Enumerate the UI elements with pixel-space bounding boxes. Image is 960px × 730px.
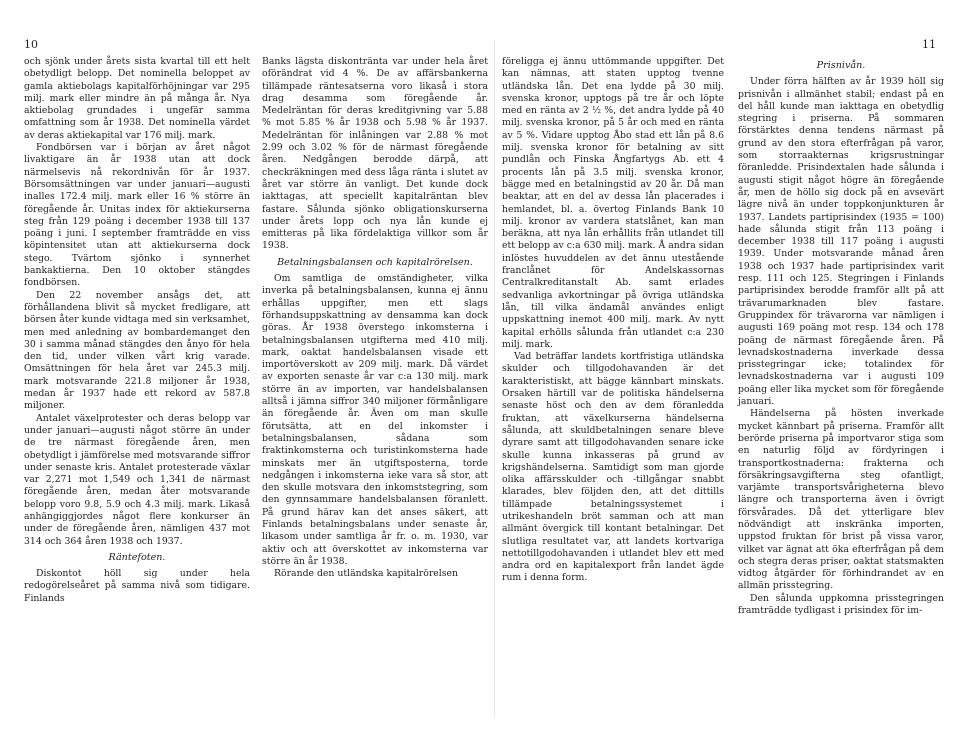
paragraph: Om samtliga de omständigheter, vilka inverka på betalningsbalansen, kunna ej ännu erhållas uppgifter, men ett slags förhandsuppskattning av densamma kan dock göras. År 1938 överstego inkomsterna i betalningsbalansen utgifterna med 410 milj. mark, oaktat handelsbalansen visade ett importöverskott av 209 milj. mark. Då värdet av exporten senaste år var c:a 130 milj. mark större än av importen, var handelsbalansen alltså i jämna siffror 340 miljoner förmånligare än föregående år. Även om man skulle förutsätta, att en del inkomster i betalningsbalansen, sådana som fraktinkomsterna och turistinkomsterna hade minskats mer än utgiftsposterna, torde nedgången i inkomsterna ieke vara så stor, att den skulle motsvara den inkomststegring, som den gynnsammare handelsbalansen föranlett. På grund härav kan det anses säkert, att Finlands betalningsbalans under senaste år, likasom under samtliga år fr. o. m. 1930, var aktiv och att överskottet av inkomsterna var större än år 1938. bbox=[262, 273, 488, 567]
left-page-column-1 bbox=[24, 56, 250, 605]
right-page-column-2 bbox=[738, 56, 944, 617]
section-heading: Prisnivån. bbox=[816, 60, 866, 71]
page-number-left: 10 bbox=[24, 38, 38, 51]
paragraph: Den sålunda uppkomna prisstegringen framträdde tydligast i prisindex för im- bbox=[738, 592, 944, 617]
page-number-right: 11 bbox=[922, 38, 936, 51]
paragraph: Under förra hälften av år 1939 höll sig prisnivån i allmänhet stabil; endast på en del håll kunde man iakttaga en obetydlig stegring i priserna. På sommaren förstärktes denna tendens närmast på grund av den stora efterfrågan på varor, som storraakternas krigsrustningar föranledde. Prisindextalen hade sålunda i augusti stigit något högre än föregående år, men de höllo sig dock på en avsevärt lägre nivå än under toppkonjunkturen år 1937. Landets partiprisindex (1935 = 100) hade sålunda stigit från 113 poäng i december 1938 till 117 poäng i augusti 1939. Under motsvarande månad åren 1938 och 1937 hade partiprisindex varit resp. 111 och 125. Stegringen i Finlands partiprisindex berodde framför allt på att trävarumarknaden blev fastare. Gruppindex för trävarorna var nämligen i augusti 169 poäng mot resp. 134 och 178 poäng de närmast föregående åren. På levnadskostnaderna inverkade dessa prisstegringar icke; totalindex för levnadskostnaderna var i augusti 109 poäng eller lika mycket som för föregående januari. bbox=[738, 76, 944, 408]
paragraph: och sjönk under årets sista kvartal till ett helt obetydligt belopp. Det nominella beloppet av gamla aktiebolags kapitalförhöjningar var 295 milj. mark eller mindre än på många år. Nya aktiebolag grundades i ungefär samma omfattning som år 1938. Det nominella värdet av deras aktiekapital var 176 milj. mark. bbox=[24, 56, 250, 141]
paragraph: Fondbörsen var i början av året något livaktigare än år 1938 utan att dock närmelsevis nå rekordnivån för år 1937. Börsomsättningen var under januari—augusti inalles 172.4 milj. mark eller 16 % större än föregående år. Unitas index för aktiekurserna steg från 129 poäng i december 1938 till 137 poäng i juni. I september framträdde en viss köpintensitet utan att aktiekurserna dock stego. Tvärtom sjönko i synnerhet bankaktierna. Den 10 oktober stängdes fondbörsen. bbox=[24, 142, 250, 289]
paragraph: Vad beträffar landets kortfristiga utländska skulder och tillgodohavanden är det karakteristiskt, att bägge kännbart minskats. Orsaken härtill var de politiska händelserna senaste höst och den av dem föranledda fruktan, att växelkurserna händelserna sålunda, att skuldbetalningen senare bleve dyrare samt att tillgodohavanden senare icke skulle kunna inkasseras på grund av krigshändelserna. Samtidigt som man gjorde olika affärsskulder och -tillgångar snabbt klarades, blev följden den, att det dittills tillämpade betalningssystemet i utrikeshandeln bröt samman och att man allmänt övergick till kontant betalningar. Det slutliga resultatet var, att landets kortvariga nettotillgodohavanden i utlandet blev ett med andra ord en kapitalexport från landet ägde rum i denna form. bbox=[502, 351, 724, 584]
paragraph: Antalet växelprotester och deras belopp var under januari—augusti något större än under de tre närmast föregående åren, men obetydligt i jämförelse med motsvarande siffror under senaste kris. Antalet protesterade växlar var 2,271 mot 1,549 och 1,341 de närmast föregående åren, medan åter motsvarande belopp voro 9.8, 5.9 och 4.3 milj. mark. Likaså anhängiggjordes något flere konkurser än under de föregående åren, nämligen 437 mot 314 och 364 åren 1938 och 1937. bbox=[24, 412, 250, 547]
paragraph: Rörande den utländska kapitalrörelsen bbox=[274, 568, 459, 580]
paragraph: Banks lägsta diskontränta var under hela året oförändrat vid 4 %. De av affärsbankerna tillämpade räntesatserna voro likaså i stora drag desamma som föregående år. Medelräntan för deras kreditgivning var 5.88 % mot 5.85 % år 1938 och 5.98 % år 1937. Medelräntan för inlåningen var 2.88 % mot 2.99 och 3.02 % för de närmast föregående åren. Nedgången berodde därpå, att checkräkningen med dess låga ränta i slutet av året var större än vanligt. Det kunde dock iakttagas, att speciellt kapitalräntan blev fastare. Sålunda sjönko obligationskurserna under årets lopp och nya lån kunde ej emitteras på lika fördelaktiga villkor som år 1938. bbox=[262, 56, 488, 252]
paragraph: Händelserna på hösten inverkade mycket kännbart på priserna. Framför allt berörde priserna på importvaror stiga som en naturlig följd av fördyringen i transportkostnaderna: frakterna och försäkringsavgifterna steg ofantligt, varjämte transportsvårigheterna blevo längre och transporterna även i övrigt försvårades. Då det ytterligare blev nödvändigt att inskränka importen, uppstod fruktan för brist på vissa varor, vilket var ägnat att öka efterfrågan på dem och stegra deras priser, oaktat statsmakten vidtog åtgärder för förhindrandet av en allmän prisstegring. bbox=[738, 408, 944, 592]
paragraph: Den 22 november ansågs det, att förhållandena blivit så mycket fredligare, att börsen åter kunde vidtaga med sin verksamhet, men med anledning av bombardemanget den 30 i samma månad stängdes den ånyo för hela den tid, under vilken vårt krig varade. Omsättningen för hela året var 245.3 milj. mark motsvarande 221.8 miljoner år 1938, medan år 1937 hade ett rekord av 587.8 miljoner. bbox=[24, 289, 250, 412]
right-page-column-1 bbox=[502, 56, 724, 585]
section-heading: Betalningsbalansen och kapitalrörelsen. bbox=[277, 256, 473, 268]
left-page-column-2 bbox=[262, 56, 488, 580]
section-heading: Räntefoten. bbox=[108, 551, 166, 563]
paragraph: Diskontot höll sig under hela redogörelseåret på samma nivå som tidigare. Finlands bbox=[24, 568, 250, 604]
paragraph: föreligga ej ännu uttömmande uppgifter. Det kan nämnas, att staten upptog tvenne utländska lån. Det ena lydde på 30 milj. svenska kronor, upptogs på tre år och löpte med en ränta av 2 ½ %, det andra lydde på 40 milj. svenska kronor, på 5 år och med en ränta av 5 %. Vidare upptog Åbo stad ett lån på 8.6 milj. svenska kronor för betalning av sitt pundlån och Finska Ångfartygs Ab. ett 4 procents lån på 3.5 milj. svenska kronor, bägge med en betalningstid av 20 år. Då man beaktar, att en del av dessa lån placerades i hemlandet, bl. a. övertog Finlands Bank 10 milj. kronor av vardera statslånet, kan man beräkna, att nya lån erhållits från utlandet till ett belopp av c:a 630 milj. mark. Å andra sidan inlöstes huvuddelen av det ännu utestående franclånet för Andelskassornas Centralkreditanstalt Ab. samt erlades sedvanliga avkortningar på övriga utländska lån, till vilka ändamål användes enligt uppskattning inemot 400 milj. mark. Av nytt kapital erhölls sålunda från utlandet c:a 230 milj. mark. bbox=[502, 56, 724, 350]
page-gutter bbox=[494, 40, 495, 718]
